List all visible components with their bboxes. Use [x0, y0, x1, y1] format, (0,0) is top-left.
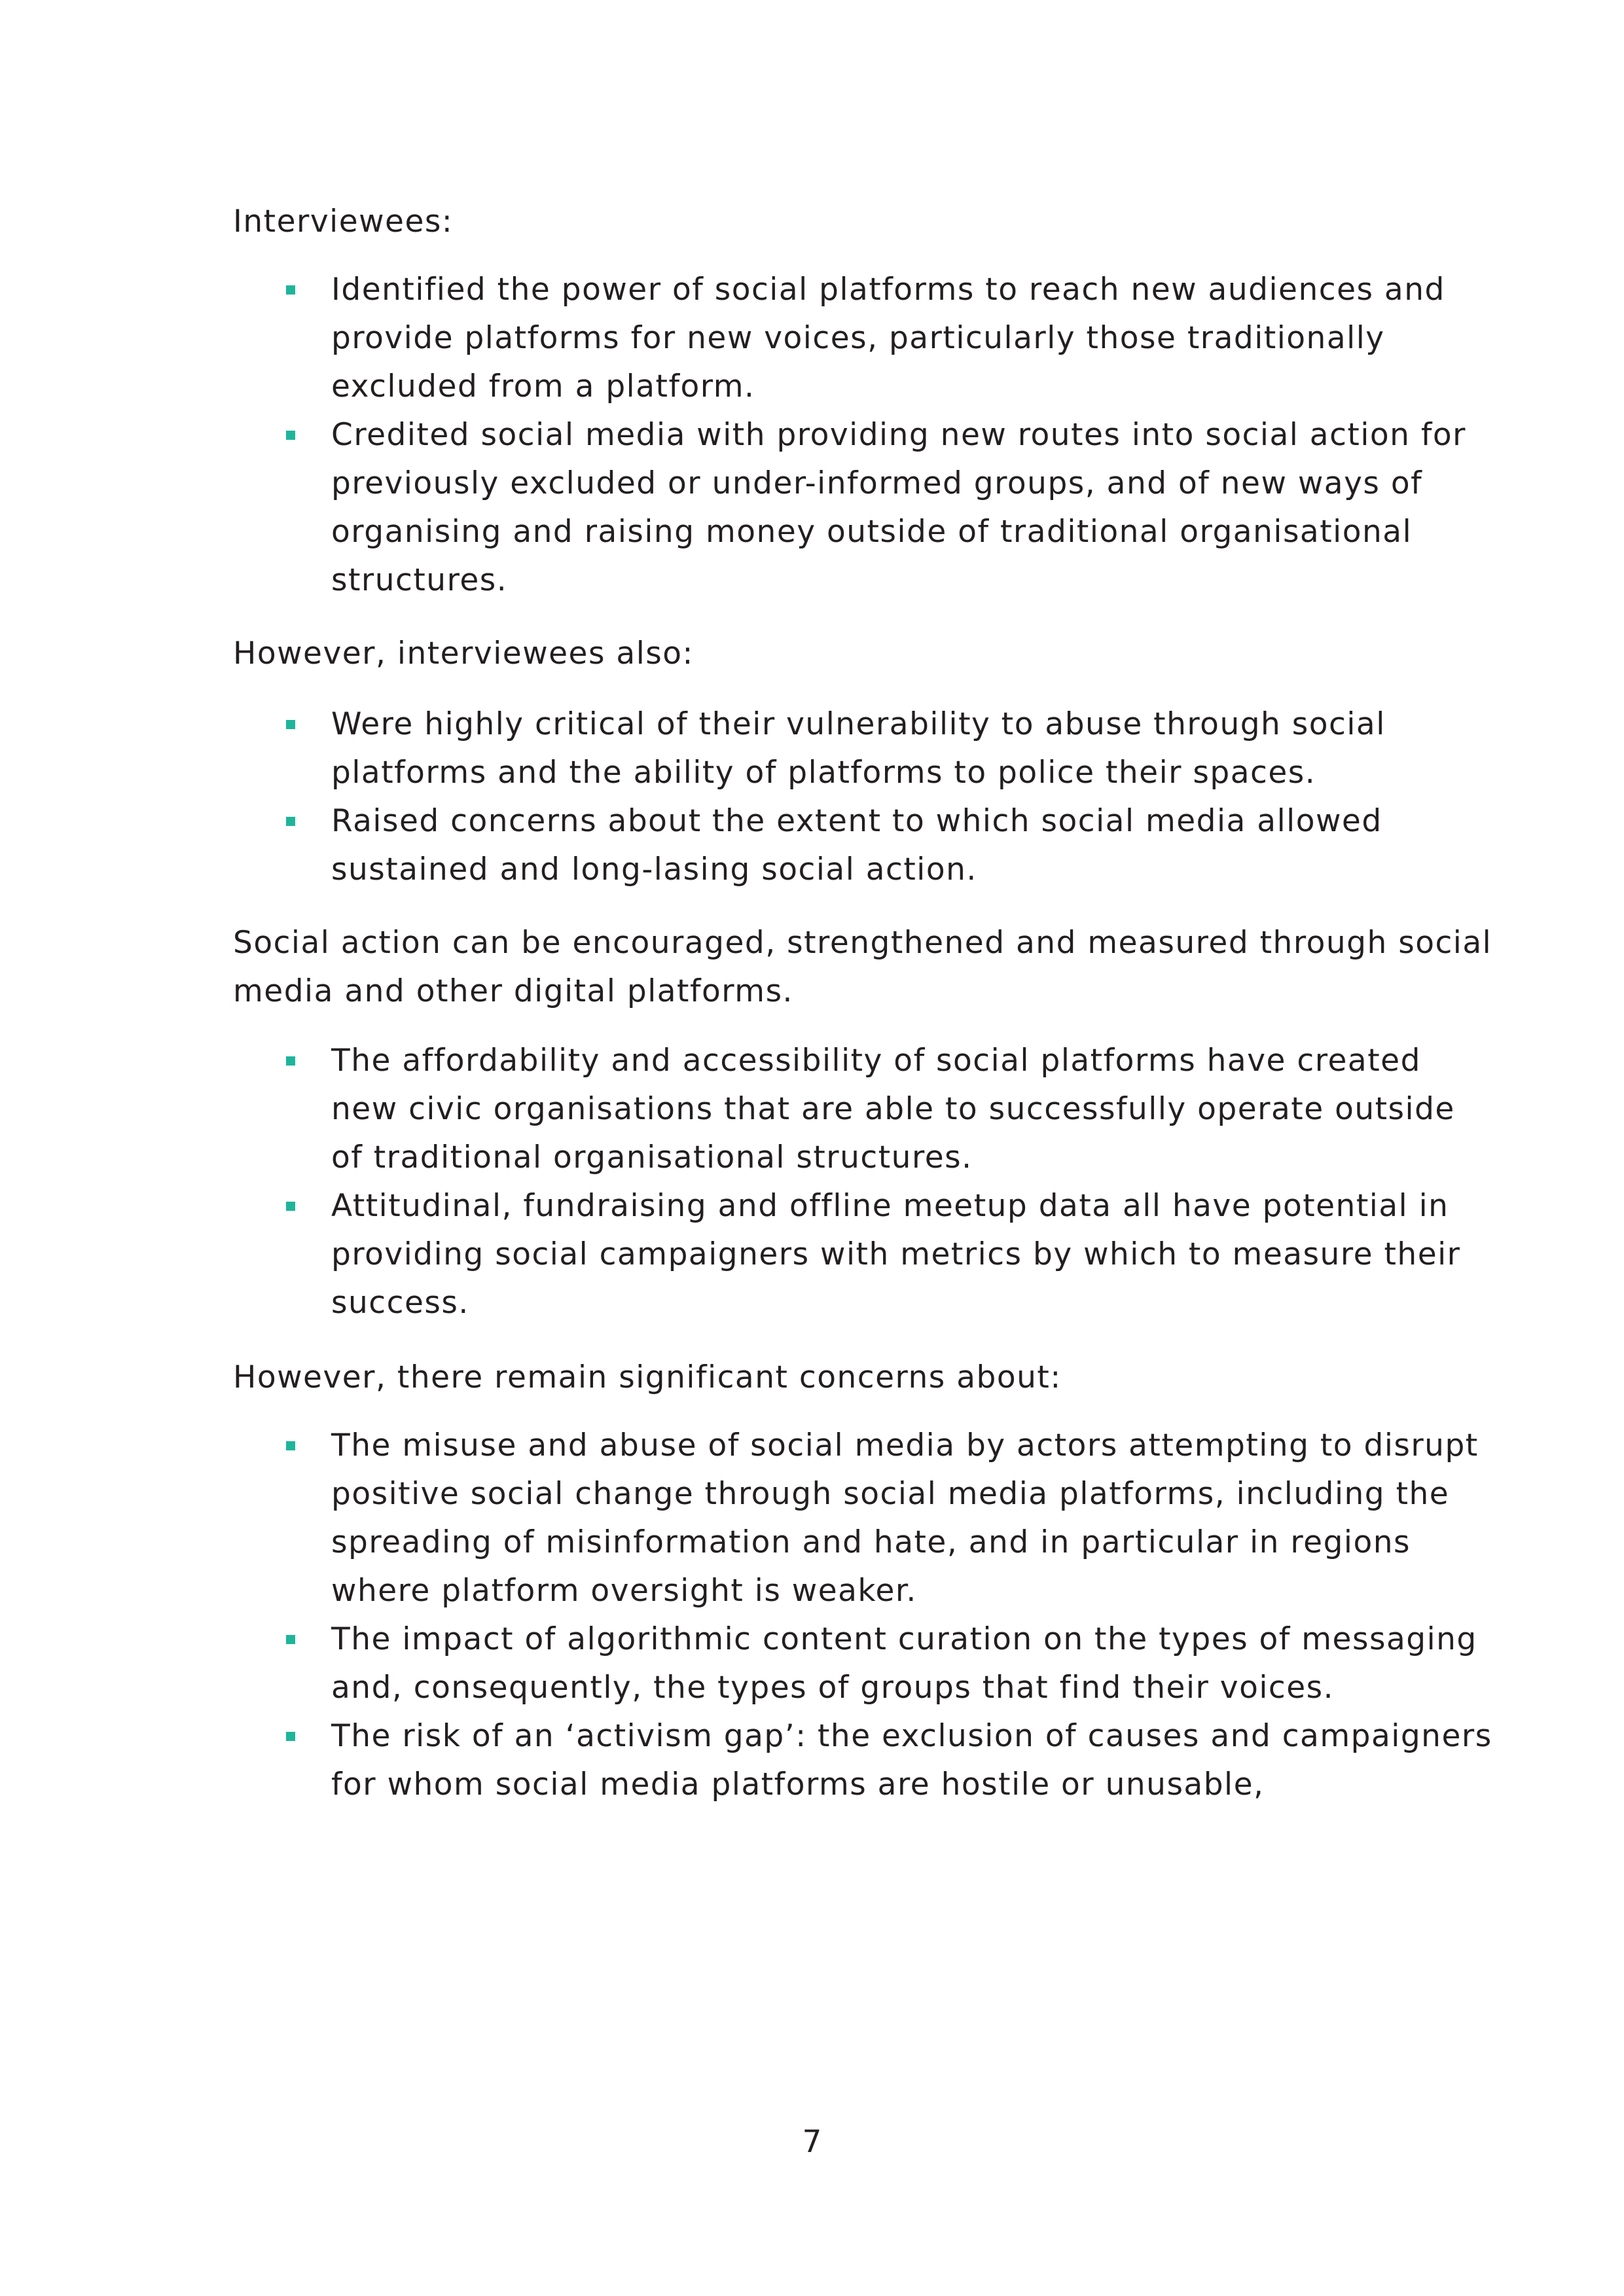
bullet-square-icon [286, 1441, 295, 1450]
however-heading: However, interviewees also: [233, 636, 694, 672]
bullet-square-icon [286, 720, 295, 729]
bullet-square-icon [286, 1056, 295, 1066]
list-item-text: Credited social media with providing new routes into social action for previously excluded or under-informed groups, and of new ways of organising and raising money outside of traditional organisational structures. [331, 417, 1467, 598]
page-number: 7 [802, 2124, 822, 2160]
bullet-square-icon [286, 1202, 295, 1211]
list-item [0, 797, 1496, 894]
remaining-concerns-heading: However, there remain significant concerns about: [233, 1359, 1062, 1395]
bullet-square-icon [286, 817, 295, 826]
list-item [0, 1422, 1496, 1615]
interviewee-findings-list [0, 266, 1496, 605]
list-item [0, 266, 1496, 411]
list-item-text: The risk of an ‘activism gap’: the exclusion of causes and campaigners for whom social media platforms are hostile or unusable, [331, 1718, 1492, 1803]
intro-heading: Interviewees: [233, 204, 454, 240]
list-item [0, 1182, 1496, 1327]
list-item [0, 1037, 1496, 1182]
list-item-text: Identified the power of social platforms to reach new audiences and provide platforms for new voices, particularly those traditionally excluded from a platform. [331, 272, 1445, 404]
list-item [0, 1615, 1496, 1712]
list-item-text: Raised concerns about the extent to which social media allowed sustained and long-lasing social action. [331, 803, 1382, 888]
remaining-concerns-list [0, 1422, 1496, 1809]
list-item [0, 1712, 1496, 1809]
list-item-text: Attitudinal, fundraising and offline meetup data all have potential in providing social campaigners with metrics by which to measure their success. [331, 1188, 1461, 1321]
list-item-text: Were highly critical of their vulnerability to abuse through social platforms and the ability of platforms to police their spaces. [331, 706, 1386, 791]
list-item-text: The misuse and abuse of social media by actors attempting to disrupt positive social change through social media platforms, including the spreading of misinformation and hate, and in particular in regions where platform oversight is weaker. [331, 1427, 1479, 1609]
bullet-square-icon [286, 285, 295, 295]
interviewee-concerns-list [0, 700, 1496, 894]
social-action-points-list [0, 1037, 1496, 1327]
bullet-square-icon [286, 1732, 295, 1741]
list-item [0, 700, 1496, 797]
list-item-text: The affordability and accessibility of social platforms have created new civic organisations that are able to successfully operate outside of traditional organisational structures. [331, 1043, 1455, 1175]
list-item [0, 411, 1496, 605]
bullet-square-icon [286, 431, 295, 440]
social-action-paragraph: Social action can be encouraged, strengthened and measured through social media and other digital platforms. [233, 925, 1492, 1009]
bullet-square-icon [286, 1635, 295, 1644]
list-item-text: The impact of algorithmic content curation on the types of messaging and, consequently, the types of groups that find their voices. [331, 1621, 1477, 1706]
